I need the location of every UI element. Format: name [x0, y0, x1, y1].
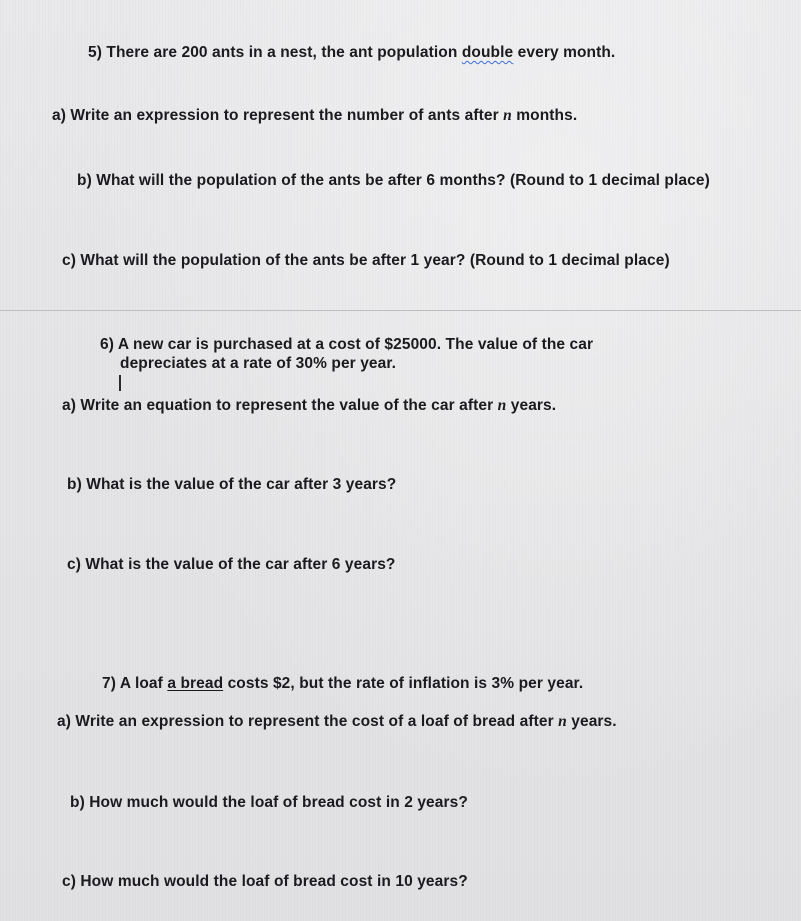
q5-part-b: b) What will the population of the ants be after 6 months? (Round to 1 decimal place) — [77, 172, 710, 189]
q5-title-end: every month. — [513, 44, 616, 61]
q7-part-a-variable: n — [558, 713, 567, 730]
q7-title — [102, 675, 583, 693]
text-cursor — [119, 375, 121, 391]
q7-part-a — [57, 713, 617, 731]
q5-part-a-end: months. — [511, 107, 578, 124]
q5-part-a-text: a) Write an expression to represent the number of ants after — [52, 107, 504, 124]
q5-part-a-variable: n — [503, 107, 512, 124]
q7-part-a-end: years. — [566, 713, 617, 730]
q7-part-b: b) How much would the loaf of bread cost in 2 years? — [70, 794, 468, 811]
q7-part-c: c) How much would the loaf of bread cost in 10 years? — [62, 873, 468, 890]
q7-title-end: costs $2, but the rate of inflation is 3% per year. — [223, 675, 584, 692]
q5-part-c: c) What will the population of the ants be after 1 year? (Round to 1 decimal place) — [62, 252, 670, 269]
q6-part-a-end: years. — [506, 397, 557, 414]
q7-title-underlined-word: a bread — [167, 675, 224, 692]
q7-title-text: 7) A loaf — [102, 675, 168, 692]
q5-title-spellcheck-word: double — [461, 44, 514, 61]
q6-part-a-variable: n — [497, 397, 507, 414]
q6-part-a — [62, 397, 556, 415]
q6-title-line2: depreciates at a rate of 30% per year. — [120, 355, 397, 372]
q6-part-c: c) What is the value of the car after 6 years? — [67, 556, 396, 573]
q5-title — [88, 44, 615, 62]
q6-part-a-text: a) Write an equation to represent the value of the car after — [62, 397, 498, 414]
q7-part-a-text: a) Write an expression to represent the cost of a loaf of bread after — [57, 713, 559, 730]
section-divider — [0, 310, 801, 311]
q5-part-a — [52, 107, 577, 125]
q6-part-b: b) What is the value of the car after 3 years? — [67, 476, 397, 493]
q6-title-line1: 6) A new car is purchased at a cost of $25000. The value of the car — [100, 336, 594, 353]
q5-title-text: 5) There are 200 ants in a nest, the ant population — [88, 44, 462, 61]
